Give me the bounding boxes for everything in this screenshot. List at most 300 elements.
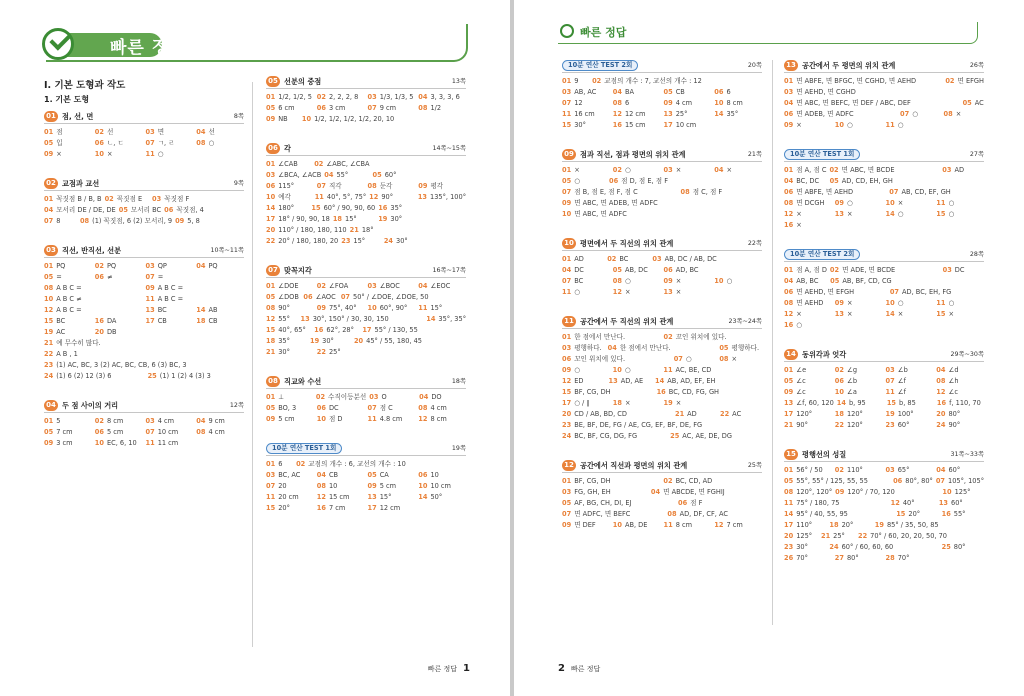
section-header bbox=[784, 349, 984, 362]
answer-cell bbox=[114, 371, 144, 382]
answer-cell: 23 BE, BF, DE, FG / AE, CG, EF, BF, DE, FG bbox=[562, 421, 703, 429]
answer-row bbox=[562, 165, 762, 176]
answer-cell: 12 90° bbox=[369, 193, 394, 201]
answer-row bbox=[266, 403, 466, 414]
answer-cell bbox=[898, 165, 940, 176]
answer-cell bbox=[936, 553, 984, 564]
section-header bbox=[266, 443, 466, 456]
left-header bbox=[46, 24, 468, 62]
page-ref: 18쪽 bbox=[451, 378, 466, 385]
answer-cell: 11 16 cm bbox=[562, 110, 595, 118]
answer-row bbox=[266, 214, 466, 225]
answer-cell: 05 AC bbox=[962, 99, 984, 107]
answer-cell bbox=[696, 198, 728, 209]
section-title: 선분의 중점 bbox=[284, 77, 322, 86]
answer-cell: 06 80°, 80° bbox=[893, 477, 933, 485]
answer-cell: 01 × bbox=[562, 166, 580, 174]
answer-cell: 06 꼬인 위치에 있다. bbox=[562, 355, 626, 363]
answer-cell: 11 ○ bbox=[145, 150, 164, 158]
answer-cell: 14 35° bbox=[714, 110, 739, 118]
answer-cell bbox=[630, 409, 672, 420]
answer-row bbox=[562, 76, 762, 87]
page-ref: 27쪽 bbox=[969, 151, 984, 158]
answer-cell: 03 FG, GH, EH bbox=[562, 488, 611, 496]
section-number: 14 bbox=[784, 349, 798, 360]
answer-cell: 16 × bbox=[784, 221, 802, 229]
answer-cell: 01 ∠DOE bbox=[266, 282, 299, 290]
page-ref: 16쪽~17쪽 bbox=[432, 267, 466, 274]
answer-cell: 12 55° bbox=[266, 315, 290, 323]
answer-cell: 24 30° bbox=[383, 237, 408, 245]
answer-cell: 01 점 A, 점 D bbox=[784, 266, 827, 274]
column-divider bbox=[772, 60, 773, 625]
answer-cell: 09 5 cm bbox=[266, 415, 295, 423]
answer-cell: 01 5 bbox=[44, 417, 61, 425]
answer-cell: 02 ○ bbox=[612, 166, 631, 174]
answer-row bbox=[266, 203, 466, 214]
answer-row bbox=[44, 283, 244, 294]
answer-cell: 07 12 bbox=[562, 99, 583, 107]
section-header bbox=[266, 265, 466, 278]
answer-cell bbox=[671, 176, 715, 187]
answer-cell: 07 10 cm bbox=[145, 428, 179, 436]
answer-row bbox=[562, 431, 762, 442]
answer-row bbox=[784, 298, 984, 309]
answer-cell bbox=[720, 209, 762, 220]
answer-cell: 03 DC bbox=[942, 266, 965, 274]
answer-cell: 02 8 cm bbox=[94, 417, 124, 425]
answer-row bbox=[44, 194, 244, 205]
answer-cell: 02 면 ADE, 면 BCDE bbox=[829, 266, 896, 274]
answer-row bbox=[784, 476, 984, 487]
answer-cell bbox=[722, 387, 762, 398]
answer-cell: 15 × bbox=[936, 310, 954, 318]
answer-cell bbox=[630, 209, 672, 220]
answer-cell bbox=[731, 509, 762, 520]
answer-cell bbox=[196, 438, 244, 449]
section-header bbox=[562, 460, 762, 473]
answer-cell: 15 40°, 65° bbox=[266, 326, 306, 334]
answer-cell: 10 10 cm bbox=[418, 482, 451, 490]
answer-row bbox=[784, 320, 984, 331]
answer-row bbox=[44, 261, 244, 272]
answer-cell: 10 × bbox=[94, 150, 113, 158]
answer-row bbox=[562, 209, 762, 220]
section-header bbox=[784, 249, 984, 262]
answer-cell: 25 (1) 1 (2) 4 (3) 3 bbox=[147, 372, 211, 380]
answer-cell: 09 × bbox=[663, 277, 682, 285]
answer-cell bbox=[146, 327, 194, 338]
answer-cell: 10 ○ bbox=[714, 277, 733, 285]
answer-cell: 03 ∠BCA, ∠ACB bbox=[266, 171, 322, 179]
page-ref: 8쪽 bbox=[233, 113, 244, 120]
answer-cell: 07 = bbox=[145, 273, 164, 281]
answer-cell: 18 120° bbox=[834, 410, 863, 418]
answer-cell: 05 ○ bbox=[562, 177, 580, 185]
answer-cell bbox=[95, 283, 143, 294]
answer-cell: 09 5 cm bbox=[367, 482, 397, 490]
page-ref: 23쪽~24쪽 bbox=[728, 318, 762, 325]
answer-section bbox=[562, 60, 762, 131]
answer-cell bbox=[936, 120, 984, 131]
section-number: 06 bbox=[266, 143, 280, 154]
answer-cell: 06 꼭짓점, 4 bbox=[164, 206, 204, 214]
answer-cell: 23 30° bbox=[784, 543, 808, 551]
answer-row bbox=[784, 420, 984, 431]
answer-row bbox=[44, 327, 244, 338]
answer-cell bbox=[835, 320, 883, 331]
answer-cell: 06 3 cm bbox=[316, 104, 346, 112]
page-ref: 12쪽 bbox=[229, 402, 244, 409]
section-title: 평행선의 성질 bbox=[802, 450, 847, 459]
answer-cell: 18 20° bbox=[829, 521, 854, 529]
answer-cell: 03 꼭짓점 F bbox=[152, 195, 190, 203]
answer-cell: 14 × bbox=[885, 310, 904, 318]
answer-cell: 11 40°, 5°, 75° bbox=[314, 193, 367, 201]
answer-row bbox=[784, 387, 984, 398]
answer-cell: 12 ∠c bbox=[936, 388, 958, 396]
answer-cell: 05 AF, BG, CH, DI, EJ bbox=[562, 499, 632, 507]
answer-row bbox=[562, 98, 762, 109]
answer-row bbox=[562, 498, 762, 509]
answer-row bbox=[784, 509, 984, 520]
section-number: 03 bbox=[44, 245, 58, 256]
answer-cell bbox=[896, 542, 938, 553]
answer-cell bbox=[720, 254, 762, 265]
answer-row bbox=[784, 76, 984, 87]
answer-cell: 15 30° bbox=[562, 121, 586, 129]
section-number: 05 bbox=[266, 76, 280, 87]
answer-section bbox=[266, 143, 466, 247]
section-header bbox=[562, 60, 762, 73]
answer-cell bbox=[941, 176, 984, 187]
answer-cell bbox=[425, 336, 466, 347]
answer-section bbox=[784, 249, 984, 331]
answer-cell: 04 55° bbox=[324, 171, 349, 179]
answer-cell bbox=[614, 487, 648, 498]
answer-cell: 05 6 cm bbox=[266, 104, 295, 112]
answer-cell bbox=[745, 420, 762, 431]
answer-cell: 06 ≠ bbox=[94, 273, 113, 281]
answer-cell: 03 65° bbox=[885, 466, 910, 474]
section-header bbox=[562, 238, 762, 251]
answer-cell: 11 8 cm bbox=[663, 521, 693, 529]
answer-cell: 21 25° bbox=[820, 532, 845, 540]
answer-cell: 04 면 ABC, 면 BEFC, 면 DEF / ABC, DEF bbox=[784, 99, 911, 107]
answer-cell: 07 ∠f bbox=[885, 377, 906, 385]
column-divider bbox=[252, 82, 253, 647]
answer-row bbox=[784, 309, 984, 320]
answer-cell bbox=[633, 509, 664, 520]
answer-section bbox=[266, 265, 466, 358]
answer-cell bbox=[628, 354, 671, 365]
answer-cell: 18 CB bbox=[196, 317, 218, 325]
answer-cell: 16 35° bbox=[378, 204, 403, 212]
answer-cell: 01 한 점에서 만난다. bbox=[562, 333, 626, 341]
answer-row bbox=[266, 181, 466, 192]
answer-cell: 07 105°, 105° bbox=[935, 477, 984, 485]
answer-cell: 09 ○ bbox=[562, 366, 580, 374]
page-ref: 25쪽 bbox=[747, 462, 762, 469]
answer-cell: 06 115° bbox=[266, 182, 295, 190]
answer-cell: 22 AC bbox=[719, 410, 742, 418]
answer-cell bbox=[944, 87, 984, 98]
section-title: 공간에서 직선과 평면의 위치 관계 bbox=[580, 461, 688, 470]
answer-cell bbox=[196, 349, 244, 360]
answer-cell: 11 AC, BE, CD bbox=[663, 366, 712, 374]
answer-cell: 12 × bbox=[784, 310, 802, 318]
answer-cell: 16 62°, 28° bbox=[314, 326, 354, 334]
answer-cell: 02 110° bbox=[834, 466, 863, 474]
answer-row bbox=[562, 120, 762, 131]
answer-row bbox=[44, 127, 244, 138]
answer-cell: 13 60° bbox=[938, 499, 963, 507]
answer-cell: 20 125° bbox=[784, 532, 813, 540]
answer-cell: 08 × bbox=[943, 110, 962, 118]
answer-cell: 20 45° / 55, 180, 45 bbox=[353, 337, 423, 345]
answer-cell: 05 AD, CD, EH, GH bbox=[829, 177, 893, 185]
section-header bbox=[266, 143, 466, 156]
answer-cell: 14 b, 95 bbox=[836, 399, 866, 407]
left-column-1 bbox=[44, 76, 244, 467]
check-icon bbox=[42, 28, 74, 60]
answer-row bbox=[784, 542, 984, 553]
answer-cell: 22 120° bbox=[834, 421, 863, 429]
answer-row bbox=[266, 159, 466, 170]
answer-cell: 01 꼭짓점 B / B, B bbox=[44, 195, 102, 203]
answer-row bbox=[784, 98, 984, 109]
answer-cell: 06 6 bbox=[714, 88, 731, 96]
answer-cell bbox=[614, 387, 654, 398]
answer-cell: 14 ○ bbox=[885, 210, 904, 218]
answer-cell: 23 60° bbox=[885, 421, 910, 429]
answer-cell: 19 85° / 35, 50, 85 bbox=[874, 521, 939, 529]
answer-cell bbox=[714, 398, 762, 409]
answer-cell: 14 95° / 40, 55, 95 bbox=[784, 510, 848, 518]
answer-cell: 16 f, 110, 70 bbox=[936, 399, 981, 407]
answer-row bbox=[266, 92, 466, 103]
section-title: 점과 직선, 점과 평면의 위치 관계 bbox=[580, 150, 686, 159]
answer-cell: 07 직각 bbox=[316, 182, 342, 190]
answer-section bbox=[562, 316, 762, 442]
answer-cell: 10 ○ bbox=[885, 299, 904, 307]
answer-cell bbox=[725, 187, 762, 198]
answer-cell bbox=[714, 287, 762, 298]
answer-cell bbox=[715, 476, 762, 487]
section-header bbox=[44, 178, 244, 191]
answer-row bbox=[784, 120, 984, 131]
answer-cell: 05 55°, 55° / 125, 55, 55 bbox=[784, 477, 868, 485]
answer-cell: 09 5, 8 bbox=[175, 217, 200, 225]
answer-row bbox=[266, 325, 466, 336]
answer-cell bbox=[725, 420, 742, 431]
answer-cell: 08 6 bbox=[612, 99, 630, 107]
answer-cell: 11 ○ bbox=[885, 121, 904, 129]
answer-cell bbox=[433, 114, 466, 125]
answer-row bbox=[44, 305, 244, 316]
answer-cell bbox=[902, 87, 942, 98]
answer-cell: 25 80° bbox=[941, 543, 966, 551]
answer-row bbox=[266, 192, 466, 203]
answer-row bbox=[44, 272, 244, 283]
answer-cell: 08 4 cm bbox=[418, 404, 447, 412]
answer-row bbox=[44, 216, 244, 227]
answer-cell bbox=[634, 498, 675, 509]
section-number: 04 bbox=[44, 400, 58, 411]
answer-cell: 02 선 bbox=[94, 128, 114, 136]
answer-cell: 03 면 bbox=[145, 128, 165, 136]
answer-cell: 13 30°, 150° / 30, 30, 150 bbox=[300, 315, 389, 323]
answer-cell: 08 (1) 꼭짓점, 6 (2) 모서리, 9 bbox=[79, 217, 173, 225]
answer-cell bbox=[389, 225, 426, 236]
answer-row bbox=[562, 476, 762, 487]
answer-cell bbox=[196, 327, 244, 338]
answer-cell: 14 AB, AD, EF, EH bbox=[655, 377, 716, 385]
section-title: 맞꼭지각 bbox=[284, 266, 312, 275]
answer-cell: 08 점 C, 점 F bbox=[680, 188, 723, 196]
answer-row bbox=[562, 176, 762, 187]
answer-cell: 03 AD bbox=[942, 166, 965, 174]
answer-row bbox=[562, 265, 762, 276]
answer-cell: 03 4 cm bbox=[145, 417, 175, 425]
answer-cell: 09 × bbox=[784, 121, 802, 129]
answer-row bbox=[562, 254, 762, 265]
answer-cell bbox=[421, 159, 466, 170]
section-title: 공간에서 두 직선의 위치 관계 bbox=[580, 317, 674, 326]
answer-cell: 10 1/2, 1/2, 1/2, 1/2, 20, 10 bbox=[301, 115, 395, 123]
answer-row bbox=[784, 365, 984, 376]
answer-cell: 10 60°, 90° bbox=[367, 304, 408, 312]
answer-cell: 07 ○ bbox=[673, 355, 692, 363]
answer-cell: 24 60° / 60, 60, 60 bbox=[829, 543, 894, 551]
answer-row bbox=[562, 198, 762, 209]
answer-cell: 05 ∠c bbox=[784, 377, 806, 385]
answer-cell bbox=[397, 114, 430, 125]
answer-cell bbox=[954, 187, 984, 198]
answer-row bbox=[266, 492, 466, 503]
answer-cell bbox=[714, 265, 762, 276]
answer-cell: 05 AB, DC bbox=[612, 266, 648, 274]
answer-row bbox=[784, 520, 984, 531]
answer-cell bbox=[228, 360, 244, 371]
answer-cell bbox=[936, 220, 984, 231]
answer-cell: 04 모서리 DE / DE, DE bbox=[44, 206, 116, 214]
answer-cell: 28 70° bbox=[885, 554, 910, 562]
answer-row bbox=[784, 176, 984, 187]
answer-cell: 01 9 bbox=[562, 77, 579, 85]
section-header bbox=[266, 376, 466, 389]
answer-cell: 10 EC, 6, 10 bbox=[94, 439, 137, 447]
answer-cell: 19 AC bbox=[44, 328, 66, 336]
answer-section bbox=[562, 238, 762, 298]
answer-cell bbox=[392, 314, 424, 325]
answer-cell: 05 60° bbox=[372, 171, 397, 179]
answer-cell: 12 15 cm bbox=[316, 493, 350, 501]
page-ref: 14쪽~15쪽 bbox=[432, 145, 466, 152]
answer-cell bbox=[104, 338, 149, 349]
answer-row bbox=[266, 392, 466, 403]
answer-cell bbox=[728, 487, 762, 498]
answer-cell: 19 30° bbox=[309, 337, 334, 345]
answer-cell bbox=[641, 187, 678, 198]
answer-row bbox=[44, 427, 244, 438]
answer-section bbox=[266, 76, 466, 125]
answer-cell: 01 PQ bbox=[44, 262, 66, 270]
answer-row bbox=[784, 87, 984, 98]
left-page bbox=[0, 0, 510, 696]
answer-section bbox=[44, 400, 244, 449]
answer-cell: 09 75°, 40° bbox=[316, 304, 357, 312]
answer-cell: 06 점 D, 점 E, 점 F bbox=[608, 177, 668, 185]
answer-row bbox=[784, 198, 984, 209]
answer-cell: 05 AB, BF, CD, CG bbox=[830, 277, 892, 285]
answer-cell: 25 AC, AE, DE, DG bbox=[670, 432, 732, 440]
section-title: 교점과 교선 bbox=[62, 179, 100, 188]
answer-cell: 07 AB, CD, EF, GH bbox=[889, 188, 951, 196]
answer-cell bbox=[418, 347, 466, 358]
left-column-2 bbox=[266, 76, 466, 532]
answer-cell: 08 면 AEHD bbox=[784, 299, 824, 307]
answer-cell bbox=[426, 236, 466, 247]
section-number: 01 bbox=[44, 111, 58, 122]
answer-cell: 22 70° / 60, 20, 20, 50, 70 bbox=[857, 532, 947, 540]
answer-row bbox=[562, 87, 762, 98]
answer-cell: 12 12 cm bbox=[612, 110, 646, 118]
answer-cell bbox=[439, 459, 466, 470]
answer-row bbox=[44, 294, 244, 305]
answer-cell bbox=[424, 203, 466, 214]
answer-row bbox=[784, 209, 984, 220]
page-ref: 22쪽 bbox=[747, 240, 762, 247]
answer-cell: 11 ○ bbox=[562, 288, 580, 296]
answer-cell: 21 예 무수히 많다. bbox=[44, 339, 101, 347]
answer-cell: 01 점 bbox=[44, 128, 63, 136]
answer-row bbox=[784, 409, 984, 420]
section-number: 09 bbox=[562, 149, 576, 160]
answer-row bbox=[784, 376, 984, 387]
page-ref: 19쪽 bbox=[451, 445, 466, 452]
answer-row bbox=[562, 520, 762, 531]
answer-cell: 13 25° bbox=[663, 110, 688, 118]
answer-section bbox=[266, 443, 466, 514]
section-title: 각 bbox=[284, 144, 291, 153]
answer-cell: 01 AD bbox=[562, 255, 584, 263]
answer-cell: 10 예각 bbox=[266, 193, 291, 201]
answer-row bbox=[266, 481, 466, 492]
answer-row bbox=[266, 470, 466, 481]
section-header bbox=[44, 245, 244, 258]
answer-cell: 11 ○ bbox=[936, 199, 955, 207]
answer-cell: 13 AD, AE bbox=[608, 377, 644, 385]
header-title: 빠른 정답 bbox=[580, 26, 627, 39]
answer-cell bbox=[859, 87, 899, 98]
answer-cell: 09 A B C = bbox=[145, 284, 184, 292]
answer-cell: 10 A B C ≠ bbox=[44, 295, 82, 303]
answer-row bbox=[266, 103, 466, 114]
answer-cell: 02 BC, CD, AD bbox=[663, 477, 713, 485]
answer-cell: 05 BO, 3 bbox=[266, 404, 297, 412]
answer-cell: 24 BC, BF, CG, DG, FG bbox=[562, 432, 638, 440]
answer-row bbox=[784, 398, 984, 409]
answer-cell: 09 120° / 70, 120 bbox=[835, 488, 895, 496]
answer-section bbox=[44, 111, 244, 160]
answer-row bbox=[562, 343, 762, 354]
answer-cell: 22 25° bbox=[316, 348, 341, 356]
section-title: 점, 선, 면 bbox=[62, 112, 94, 121]
answer-cell: 05 입 bbox=[44, 139, 63, 147]
answer-row bbox=[266, 303, 466, 314]
answer-cell: 04 9 cm bbox=[196, 417, 225, 425]
